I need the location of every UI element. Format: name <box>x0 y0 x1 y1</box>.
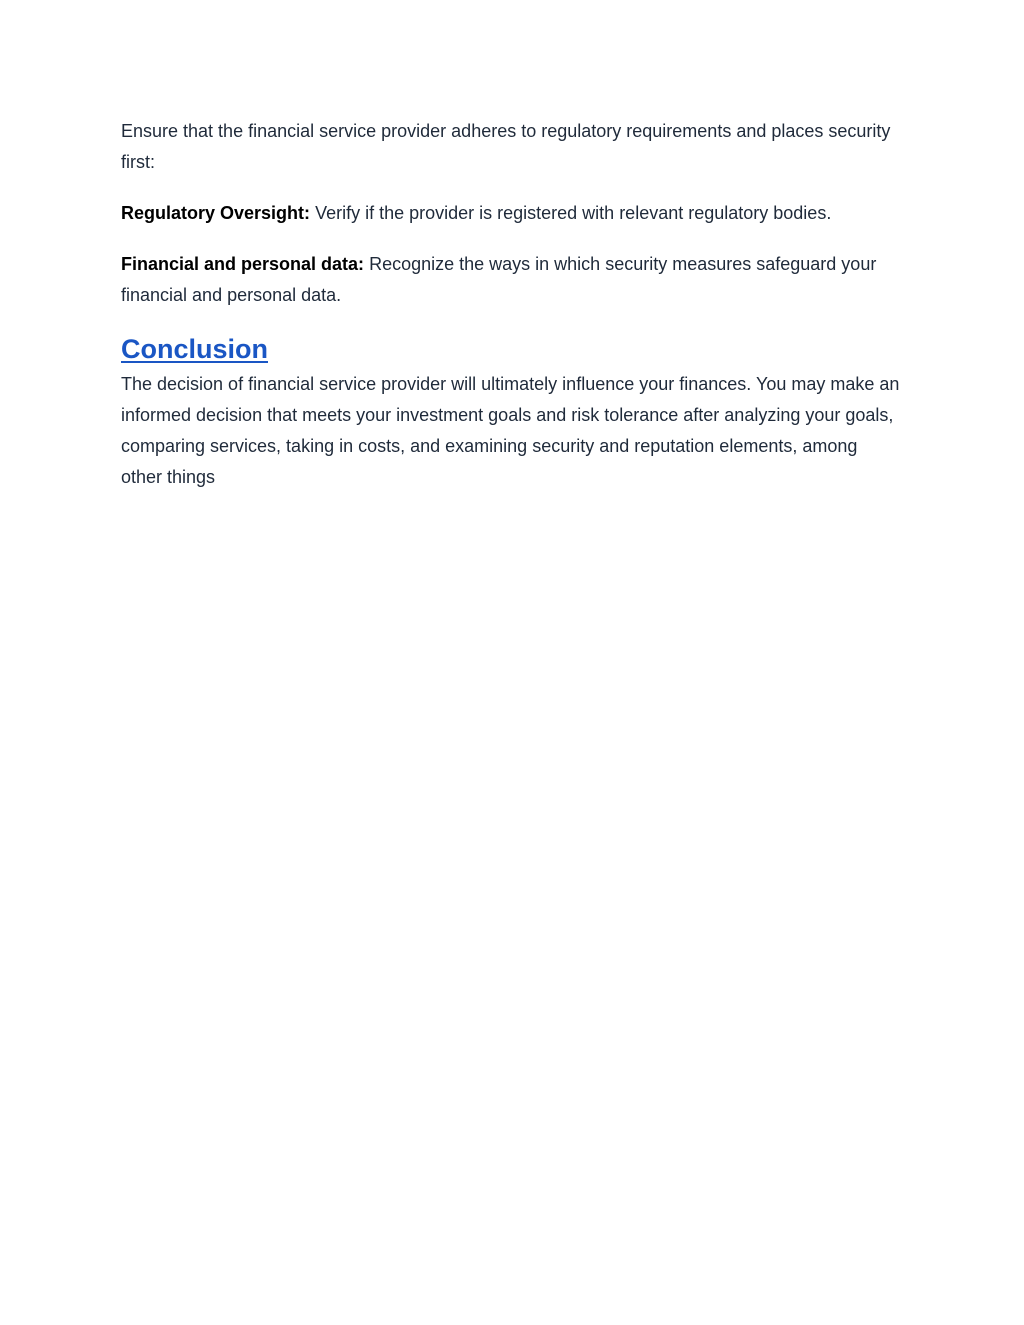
intro-paragraph: Ensure that the financial service provider adheres to regulatory requirements and places security first: <box>121 121 891 172</box>
conclusion-heading-link[interactable]: Conclusion <box>121 334 268 364</box>
personal-data-text: Recognize the ways in which security measures safeguard your financial and personal data. <box>121 254 877 305</box>
personal-data-label: Financial and personal data: <box>121 254 365 274</box>
conclusion-paragraph: The decision of financial service provider will ultimately influence your finances. You may make an informed decision that meets your investment goals and risk tolerance after analyzing your goals, comparing services, taking in costs, and examining security and reputation elements, among other things <box>121 374 900 487</box>
regulatory-oversight-paragraph <box>121 198 901 229</box>
regulatory-oversight-label: Regulatory Oversight: <box>121 203 311 223</box>
document-page <box>121 116 901 493</box>
regulatory-oversight-text: Verify if the provider is registered with relevant regulatory bodies. <box>315 203 832 223</box>
personal-data-paragraph <box>121 249 901 311</box>
